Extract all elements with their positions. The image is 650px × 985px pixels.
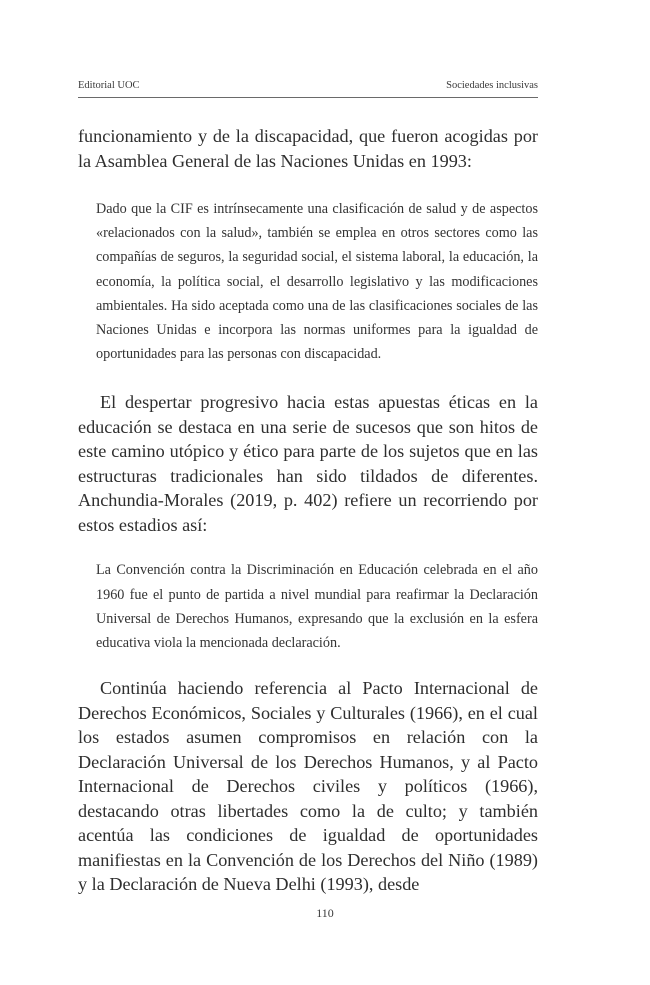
body-paragraph-2: El despertar progresivo hacia estas apuestas éticas en la educación se destaca en una serie de sucesos que son hitos de este camino utópico y ético para parte de los sujetos que en las estructuras tradicionales han sido tildados de diferentes. Anchundia-Morales (2019, p. 402) refiere un recorriendo por estos estadios así:	[78, 392, 538, 535]
page-number: 110	[316, 906, 334, 920]
block-quote-1: Dado que la CIF es intrínsecamente una clasificación de salud y de aspectos «relacionados con la salud», también se emplea en otros sectores como las compañías de seguros, la seguridad social, el sistema laboral, la educación, la economía, la política social, el desarrollo legislativo y las modificaciones ambientales. Ha sido aceptada como una de las clasificaciones sociales de las Naciones Unidas e incorpora las normas uniformes para la igualdad de oportunidades para las personas con discapacidad.	[96, 201, 538, 363]
block-quote-2: La Convención contra la Discriminación en Educación celebrada en el año 1960 fue el punto de partida a nivel mundial para reafirmar la Declaración Universal de Derechos Humanos, expresando que la exclusión en la esfera educativa viola la mencionada declaración.	[96, 562, 538, 652]
header-book-title: Sociedades inclusivas	[446, 80, 538, 91]
running-header	[78, 80, 538, 98]
header-publisher: Editorial UOC	[78, 80, 140, 91]
page-body	[78, 124, 538, 897]
body-paragraph-1: funcionamiento y de la discapacidad, que fueron acogidas por la Asamblea General de las Naciones Unidas en 1993:	[78, 126, 538, 171]
body-paragraph-3: Continúa haciendo referencia al Pacto Internacional de Derechos Económicos, Sociales y Culturales (1966), en el cual los estados asumen compromisos en relación con la Declaración Universal de los Derechos Humanos, y al Pacto Internacional de Derechos civiles y políticos (1966), destacando otras libertades como la de culto; y también acentúa las condiciones de igualdad de oportunidades manifiestas en la Convención de los Derechos del Niño (1989) y la Declaración de Nueva Delhi (1993), desde	[78, 678, 538, 895]
